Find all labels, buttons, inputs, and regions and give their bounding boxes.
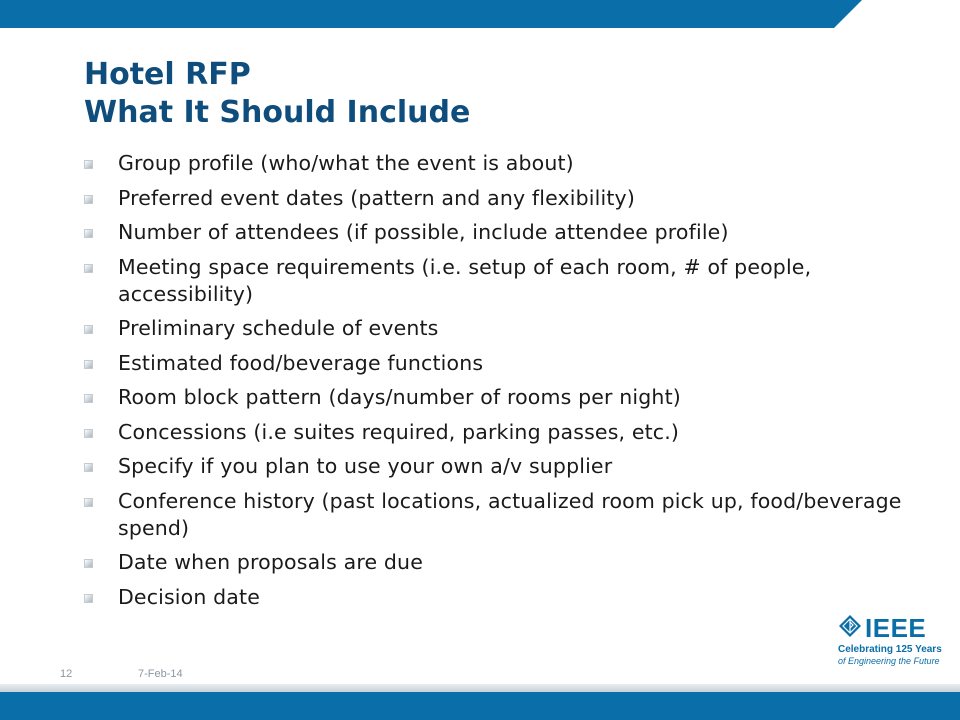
bullet-item	[84, 185, 904, 212]
slide-title	[84, 56, 470, 132]
bullet-text: Estimated food/beverage functions	[118, 350, 484, 375]
bullet-text: Group profile (who/what the event is about)	[118, 151, 574, 175]
bullet-item	[84, 150, 904, 177]
bullet-text: Preferred event dates (pattern and any flexibility)	[118, 185, 635, 210]
bullet-text: Conference history (past locations, actualized room pick up, food/beverage spend)	[118, 488, 902, 540]
ieee-logo	[838, 613, 942, 674]
bullet-item	[84, 315, 904, 342]
bullet-text: Room block pattern (days/number of rooms per night)	[118, 385, 681, 409]
bullet-item	[84, 584, 904, 611]
bullet-text: Preliminary schedule of events	[118, 316, 439, 340]
bullet-item	[84, 384, 904, 411]
bullet-item	[84, 350, 904, 377]
bullet-marker-icon	[84, 325, 93, 334]
footer-date: 7-Feb-14	[138, 668, 183, 680]
bullet-marker-icon	[84, 394, 93, 403]
bullet-marker-icon	[84, 463, 93, 472]
logo-tagline-1: Celebrating 125 Years	[838, 644, 942, 655]
bullet-item	[84, 219, 904, 246]
bullet-text: Decision date	[118, 584, 260, 609]
logo-tagline-2: of Engineering the Future	[838, 656, 940, 666]
ieee-wordmark: IEEE	[865, 613, 927, 643]
bullet-text: Meeting space requirements (i.e. setup of each room, # of people, accessibility)	[118, 254, 812, 306]
bullet-marker-icon	[84, 195, 93, 204]
bullet-marker-icon	[84, 160, 93, 169]
bullet-text: Date when proposals are due	[118, 550, 423, 574]
bullet-marker-icon	[84, 229, 93, 238]
ieee-diamond-icon	[838, 614, 862, 642]
bullet-marker-icon	[84, 498, 93, 507]
bullet-text: Specify if you plan to use your own a/v supplier	[118, 454, 613, 478]
page-number: 12	[60, 668, 73, 680]
bullet-marker-icon	[84, 594, 93, 603]
bullet-item	[84, 419, 904, 446]
bullet-text: Concessions (i.e suites required, parking passes, etc.)	[118, 419, 680, 444]
bullet-marker-icon	[84, 360, 93, 369]
bottom-banner	[0, 684, 960, 720]
bullet-item	[84, 453, 904, 480]
bullet-text: Number of attendees (if possible, include attendee profile)	[118, 220, 729, 244]
title-line-2: What It Should Include	[84, 95, 471, 130]
bullet-marker-icon	[84, 264, 93, 273]
bullet-item	[84, 254, 904, 308]
bullet-list	[84, 150, 904, 618]
bullet-item	[84, 488, 904, 542]
bullet-item	[84, 549, 904, 576]
bullet-marker-icon	[84, 559, 93, 568]
top-banner	[0, 0, 960, 28]
bullet-marker-icon	[84, 429, 93, 438]
title-line-1: Hotel RFP	[84, 57, 251, 92]
